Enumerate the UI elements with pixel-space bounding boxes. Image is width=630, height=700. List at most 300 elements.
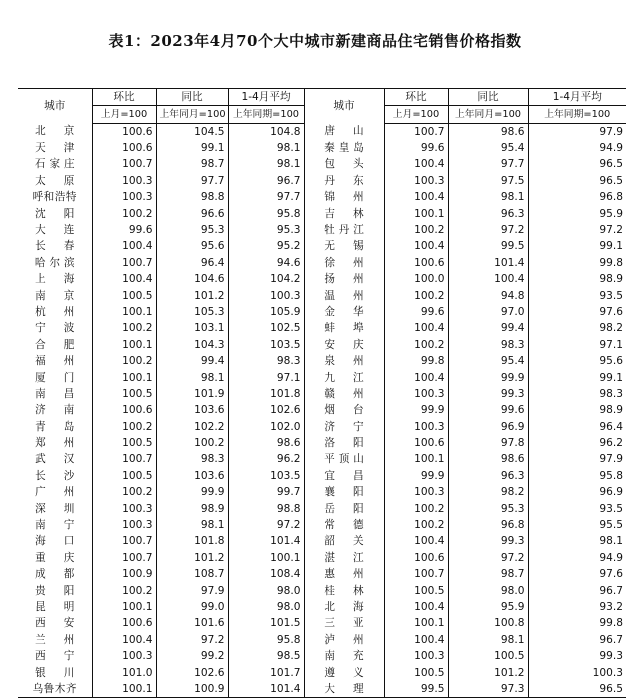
mom-value-right: 100.0 (384, 271, 448, 287)
city-label: 南京 (35, 289, 92, 302)
mom-value-left: 100.2 (92, 419, 156, 435)
city-label: 沈阳 (35, 207, 92, 220)
city-name-right (304, 304, 384, 320)
yoy-value-right: 96.3 (448, 468, 528, 484)
ytd-value-left: 96.2 (228, 452, 304, 468)
city-label: 常德 (324, 519, 382, 532)
ytd-value-right: 99.1 (528, 239, 626, 255)
city-name-left (18, 386, 92, 402)
ytd-value-left: 94.6 (228, 255, 304, 271)
city-name-left (18, 599, 92, 615)
yoy-value-left: 103.6 (156, 468, 228, 484)
price-index-table (18, 88, 626, 698)
ytd-value-right: 96.8 (528, 189, 626, 205)
mom-value-right: 99.8 (384, 353, 448, 369)
ytd-value-left: 101.4 (228, 534, 304, 550)
city-name-left (18, 337, 92, 353)
city-name-left (18, 353, 92, 369)
ytd-value-right: 97.9 (528, 123, 626, 140)
yoy-column-header-left: 同比 (156, 89, 228, 106)
ytd-value-right: 99.1 (528, 370, 626, 386)
city-label: 南宁 (35, 519, 92, 532)
city-name-left (18, 648, 92, 664)
city-label: 杭州 (35, 305, 92, 318)
yoy-value-right: 98.0 (448, 583, 528, 599)
city-label: 锦州 (324, 191, 382, 204)
header-row-1 (18, 89, 626, 106)
city-label: 西安 (35, 617, 92, 630)
yoy-value-left: 98.3 (156, 452, 228, 468)
city-name-left (18, 173, 92, 189)
table-row (18, 288, 626, 304)
table-row (18, 337, 626, 353)
yoy-value-left: 102.2 (156, 419, 228, 435)
city-label: 包头 (324, 158, 382, 171)
yoy-value-right: 99.6 (448, 402, 528, 418)
mom-value-left: 100.6 (92, 402, 156, 418)
mom-value-right: 100.5 (384, 665, 448, 681)
city-name-right (304, 517, 384, 533)
mom-value-right: 100.4 (384, 599, 448, 615)
mom-column-header-left: 环比 (92, 89, 156, 106)
city-label: 北海 (324, 601, 382, 613)
city-label: 成都 (35, 568, 92, 581)
mom-value-right: 100.3 (384, 484, 448, 500)
mom-value-left: 101.0 (92, 665, 156, 681)
ytd-value-left: 103.5 (228, 337, 304, 353)
mom-value-right: 99.9 (384, 402, 448, 418)
ytd-value-left: 98.0 (228, 583, 304, 599)
ytd-value-left: 98.5 (228, 648, 304, 664)
yoy-value-left: 103.6 (156, 402, 228, 418)
ytd-value-left: 98.0 (228, 599, 304, 615)
table-row (18, 534, 626, 550)
yoy-value-left: 98.1 (156, 370, 228, 386)
yoy-value-right: 96.8 (448, 517, 528, 533)
ytd-value-right: 97.1 (528, 337, 626, 353)
mom-value-right: 100.7 (384, 566, 448, 582)
ytd-value-right: 99.8 (528, 616, 626, 632)
city-name-left (18, 566, 92, 582)
city-name-right (304, 599, 384, 615)
mom-value-right: 100.2 (384, 501, 448, 517)
city-name-left (18, 239, 92, 255)
city-label: 牡丹江 (324, 224, 368, 237)
ytd-value-left: 102.5 (228, 320, 304, 336)
city-name-left (18, 370, 92, 386)
ytd-value-right: 98.2 (528, 320, 626, 336)
mom-value-left: 100.3 (92, 501, 156, 517)
table-row (18, 599, 626, 615)
yoy-value-left: 101.8 (156, 534, 228, 550)
yoy-value-left: 104.6 (156, 271, 228, 287)
mom-value-right: 100.3 (384, 173, 448, 189)
city-name-right (304, 173, 384, 189)
ytd-value-right: 97.9 (528, 452, 626, 468)
yoy-value-left: 98.1 (156, 517, 228, 533)
city-label: 合肥 (35, 338, 92, 351)
yoy-value-right: 100.8 (448, 616, 528, 632)
ytd-value-left: 95.3 (228, 222, 304, 238)
city-name-right (304, 353, 384, 369)
city-name-right (304, 288, 384, 304)
city-label: 福州 (35, 355, 92, 368)
yoy-value-right: 100.5 (448, 648, 528, 664)
mom-value-left: 100.7 (92, 255, 156, 271)
yoy-value-right: 97.2 (448, 550, 528, 566)
city-label: 重庆 (35, 551, 92, 564)
mom-column-header-right: 环比 (384, 89, 448, 106)
yoy-value-right: 95.9 (448, 599, 528, 615)
table-row (18, 648, 626, 664)
city-label: 深圳 (35, 502, 92, 515)
ytd-value-left: 103.5 (228, 468, 304, 484)
mom-value-left: 100.2 (92, 583, 156, 599)
yoy-value-right: 99.5 (448, 239, 528, 255)
table-row (18, 239, 626, 255)
ytd-value-right: 96.2 (528, 435, 626, 451)
ytd-value-right: 95.6 (528, 353, 626, 369)
city-label: 大理 (324, 682, 382, 695)
mom-value-left: 100.3 (92, 173, 156, 189)
table-row (18, 304, 626, 320)
ytd-value-left: 97.7 (228, 189, 304, 205)
city-label: 烟台 (324, 404, 382, 417)
city-column-header-right: 城市 (304, 89, 384, 124)
city-label: 北京 (35, 125, 92, 138)
city-label: 广州 (35, 486, 92, 499)
mom-value-left: 100.2 (92, 320, 156, 336)
city-label: 泉州 (324, 355, 382, 368)
mom-value-left: 100.9 (92, 566, 156, 582)
mom-value-left: 100.6 (92, 616, 156, 632)
mom-value-right: 99.9 (384, 468, 448, 484)
city-name-right (304, 386, 384, 402)
city-label: 丹东 (324, 174, 382, 187)
table-row (18, 370, 626, 386)
table-row (18, 123, 626, 140)
yoy-value-left: 97.9 (156, 583, 228, 599)
city-name-right (304, 452, 384, 468)
city-name-right (304, 419, 384, 435)
city-name-right (304, 681, 384, 698)
yoy-value-left: 100.9 (156, 681, 228, 698)
city-name-left (18, 534, 92, 550)
yoy-value-right: 99.4 (448, 320, 528, 336)
ytd-value-left: 104.8 (228, 123, 304, 140)
mom-value-left: 100.2 (92, 206, 156, 222)
yoy-value-right: 99.3 (448, 386, 528, 402)
city-name-right (304, 468, 384, 484)
city-name-right (304, 583, 384, 599)
mom-value-right: 100.5 (384, 583, 448, 599)
ytd-value-right: 95.8 (528, 468, 626, 484)
mom-value-left: 100.6 (92, 123, 156, 140)
ytd-value-left: 104.2 (228, 271, 304, 287)
city-label: 贵阳 (35, 584, 92, 597)
city-label: 天津 (35, 142, 92, 155)
ytd-value-right: 97.2 (528, 222, 626, 238)
city-label: 呼和浩特 (32, 191, 77, 204)
yoy-value-right: 98.3 (448, 337, 528, 353)
ytd-value-right: 98.1 (528, 534, 626, 550)
city-name-left (18, 501, 92, 517)
yoy-value-left: 99.2 (156, 648, 228, 664)
city-label: 长沙 (35, 469, 92, 482)
mom-value-right: 100.4 (384, 370, 448, 386)
mom-value-left: 100.5 (92, 468, 156, 484)
yoy-value-left: 98.8 (156, 189, 228, 205)
yoy-value-right: 97.2 (448, 222, 528, 238)
mom-value-right: 100.4 (384, 239, 448, 255)
city-name-right (304, 402, 384, 418)
yoy-value-right: 97.3 (448, 681, 528, 698)
mom-value-right: 100.6 (384, 255, 448, 271)
mom-value-right: 100.1 (384, 206, 448, 222)
table-row (18, 419, 626, 435)
mom-value-right: 100.2 (384, 222, 448, 238)
yoy-value-right: 95.4 (448, 353, 528, 369)
yoy-value-right: 95.3 (448, 501, 528, 517)
yoy-value-left: 108.7 (156, 566, 228, 582)
yoy-value-left: 104.5 (156, 123, 228, 140)
ytd-value-right: 94.9 (528, 140, 626, 156)
city-name-left (18, 517, 92, 533)
city-name-right (304, 157, 384, 173)
table-row (18, 222, 626, 238)
ytd-value-left: 95.8 (228, 206, 304, 222)
mom-value-left: 100.1 (92, 370, 156, 386)
city-name-right (304, 632, 384, 648)
city-name-right (304, 534, 384, 550)
city-name-right (304, 255, 384, 271)
city-name-left (18, 632, 92, 648)
city-name-right (304, 337, 384, 353)
table-row (18, 157, 626, 173)
city-name-right (304, 484, 384, 500)
mom-value-right: 100.1 (384, 616, 448, 632)
city-label: 九江 (324, 371, 382, 384)
table-row (18, 566, 626, 582)
city-label: 南充 (324, 650, 382, 663)
ytd-value-right: 96.4 (528, 419, 626, 435)
yoy-value-right: 101.4 (448, 255, 528, 271)
city-name-left (18, 583, 92, 599)
ytd-value-right: 98.3 (528, 386, 626, 402)
ytd-value-left: 97.2 (228, 517, 304, 533)
city-label: 三亚 (324, 617, 382, 630)
city-label: 郑州 (35, 437, 92, 450)
ytd-value-left: 101.7 (228, 665, 304, 681)
yoy-value-left: 97.7 (156, 173, 228, 189)
mom-value-left: 100.6 (92, 140, 156, 156)
city-name-right (304, 435, 384, 451)
mom-base-header-left: 上月=100 (92, 106, 156, 123)
table-row (18, 386, 626, 402)
city-label: 乌鲁木齐 (32, 682, 77, 695)
city-name-right (304, 239, 384, 255)
city-name-left (18, 255, 92, 271)
mom-value-right: 100.2 (384, 288, 448, 304)
ytd-value-right: 96.5 (528, 157, 626, 173)
ytd-value-left: 101.5 (228, 616, 304, 632)
city-name-right (304, 566, 384, 582)
mom-value-right: 100.1 (384, 452, 448, 468)
mom-value-left: 100.3 (92, 189, 156, 205)
city-label: 桂林 (324, 584, 382, 597)
city-name-right (304, 189, 384, 205)
table-row (18, 583, 626, 599)
yoy-value-right: 96.3 (448, 206, 528, 222)
yoy-value-right: 99.3 (448, 534, 528, 550)
city-label: 惠州 (324, 568, 382, 581)
mom-value-left: 100.3 (92, 648, 156, 664)
city-name-left (18, 681, 92, 698)
ytd-value-left: 95.8 (228, 632, 304, 648)
table-row (18, 255, 626, 271)
city-name-left (18, 616, 92, 632)
city-name-left (18, 484, 92, 500)
yoy-value-right: 100.4 (448, 271, 528, 287)
city-label: 兰州 (35, 633, 92, 646)
mom-value-left: 100.7 (92, 550, 156, 566)
table-row (18, 452, 626, 468)
yoy-value-left: 99.0 (156, 599, 228, 615)
ytd-value-left: 98.1 (228, 157, 304, 173)
mom-value-left: 100.5 (92, 435, 156, 451)
ytd-value-right: 98.9 (528, 402, 626, 418)
city-label: 唐山 (324, 125, 382, 138)
city-label: 昆明 (35, 601, 92, 613)
mom-value-left: 100.1 (92, 599, 156, 615)
yoy-value-left: 98.9 (156, 501, 228, 517)
mom-value-right: 100.4 (384, 189, 448, 205)
city-name-left (18, 665, 92, 681)
table-row (18, 173, 626, 189)
table-row (18, 189, 626, 205)
ytd-value-right: 93.5 (528, 288, 626, 304)
city-name-right (304, 616, 384, 632)
mom-value-left: 100.1 (92, 681, 156, 698)
mom-value-left: 100.5 (92, 386, 156, 402)
city-label: 大连 (35, 224, 92, 237)
yoy-value-right: 98.6 (448, 452, 528, 468)
yoy-value-right: 101.2 (448, 665, 528, 681)
table-row (18, 681, 626, 698)
yoy-value-left: 99.1 (156, 140, 228, 156)
mom-value-left: 100.2 (92, 484, 156, 500)
city-name-left (18, 288, 92, 304)
mom-value-right: 100.3 (384, 648, 448, 664)
city-label: 海口 (35, 535, 92, 548)
mom-value-right: 100.3 (384, 419, 448, 435)
city-name-left (18, 320, 92, 336)
yoy-value-right: 94.8 (448, 288, 528, 304)
ytd-column-header-right: 1-4月平均 (528, 89, 626, 106)
mom-value-right: 99.6 (384, 140, 448, 156)
city-name-right (304, 320, 384, 336)
ytd-value-left: 105.9 (228, 304, 304, 320)
yoy-value-left: 101.2 (156, 288, 228, 304)
city-label: 西宁 (35, 650, 92, 663)
city-label: 扬州 (324, 273, 382, 286)
city-column-header-left: 城市 (18, 89, 92, 124)
table-row (18, 271, 626, 287)
yoy-value-right: 97.5 (448, 173, 528, 189)
mom-value-left: 99.6 (92, 222, 156, 238)
mom-value-right: 100.6 (384, 435, 448, 451)
city-name-right (304, 123, 384, 140)
city-name-left (18, 304, 92, 320)
mom-value-right: 99.6 (384, 304, 448, 320)
ytd-value-right: 100.3 (528, 665, 626, 681)
ytd-value-left: 102.0 (228, 419, 304, 435)
table-body (18, 123, 626, 698)
ytd-column-header-left: 1-4月平均 (228, 89, 304, 106)
ytd-value-left: 101.8 (228, 386, 304, 402)
city-name-left (18, 452, 92, 468)
city-label: 洛阳 (324, 437, 382, 450)
table-row (18, 206, 626, 222)
mom-value-left: 100.7 (92, 534, 156, 550)
city-label: 遵义 (324, 666, 382, 679)
ytd-value-right: 96.9 (528, 484, 626, 500)
ytd-value-right: 97.6 (528, 566, 626, 582)
city-label: 襄阳 (324, 486, 382, 499)
ytd-value-left: 100.1 (228, 550, 304, 566)
ytd-value-right: 99.8 (528, 255, 626, 271)
yoy-base-header-right: 上年同月=100 (448, 106, 528, 123)
ytd-value-right: 95.9 (528, 206, 626, 222)
city-label: 金华 (324, 305, 382, 318)
mom-value-left: 100.4 (92, 632, 156, 648)
table-row (18, 501, 626, 517)
ytd-value-left: 99.7 (228, 484, 304, 500)
yoy-value-left: 104.3 (156, 337, 228, 353)
ytd-value-left: 108.4 (228, 566, 304, 582)
city-name-left (18, 419, 92, 435)
city-label: 蚌埠 (324, 322, 382, 335)
ytd-value-right: 96.7 (528, 632, 626, 648)
mom-value-right: 99.5 (384, 681, 448, 698)
yoy-column-header-right: 同比 (448, 89, 528, 106)
table-row (18, 665, 626, 681)
yoy-value-left: 98.7 (156, 157, 228, 173)
city-label: 宜昌 (324, 469, 382, 482)
city-label: 平顶山 (324, 453, 368, 466)
city-name-left (18, 157, 92, 173)
city-label: 安庆 (324, 338, 382, 351)
city-name-left (18, 222, 92, 238)
yoy-value-left: 101.2 (156, 550, 228, 566)
mom-value-left: 100.1 (92, 304, 156, 320)
city-name-left (18, 140, 92, 156)
city-name-right (304, 222, 384, 238)
city-label: 赣州 (324, 387, 382, 400)
city-label: 岳阳 (324, 502, 382, 515)
ytd-value-left: 98.6 (228, 435, 304, 451)
mom-value-right: 100.6 (384, 550, 448, 566)
city-name-left (18, 123, 92, 140)
mom-value-right: 100.4 (384, 632, 448, 648)
table-row (18, 484, 626, 500)
mom-value-right: 100.4 (384, 320, 448, 336)
city-label: 温州 (324, 289, 382, 302)
city-name-right (304, 370, 384, 386)
city-label: 宁波 (35, 322, 92, 335)
yoy-value-left: 101.6 (156, 616, 228, 632)
yoy-value-right: 97.8 (448, 435, 528, 451)
